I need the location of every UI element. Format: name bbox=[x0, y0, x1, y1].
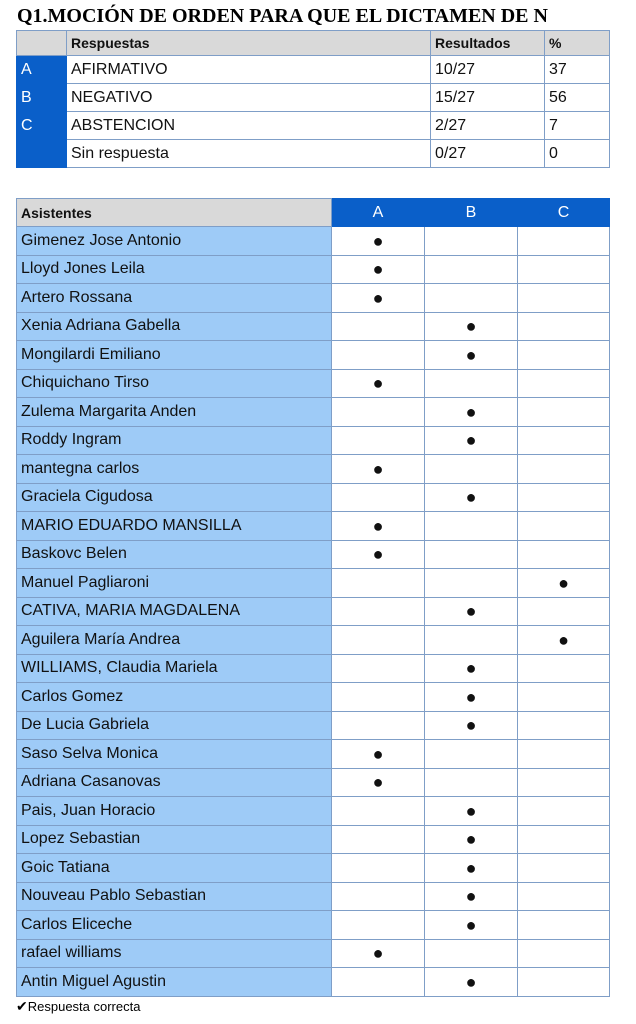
vote-cell-b bbox=[425, 711, 518, 740]
vote-cell-a bbox=[332, 825, 425, 854]
vote-mark: ● bbox=[465, 914, 477, 935]
vote-cell-b bbox=[425, 597, 518, 626]
attendance-header-option-b: B bbox=[425, 199, 518, 227]
attendee-name: Antin Miguel Agustin bbox=[17, 968, 332, 997]
vote-cell-b bbox=[425, 911, 518, 940]
vote-mark: ● bbox=[465, 686, 477, 707]
vote-mark: ● bbox=[465, 715, 477, 736]
summary-row bbox=[17, 56, 610, 84]
vote-cell-a bbox=[332, 483, 425, 512]
attendee-name: Artero Rossana bbox=[17, 284, 332, 313]
vote-cell-a bbox=[332, 426, 425, 455]
vote-cell-b bbox=[425, 683, 518, 712]
vote-cell-a bbox=[332, 626, 425, 655]
vote-cell-c bbox=[518, 312, 610, 341]
vote-mark: ● bbox=[465, 487, 477, 508]
vote-cell-c bbox=[518, 626, 610, 655]
vote-cell-c bbox=[518, 483, 610, 512]
attendee-row bbox=[17, 825, 610, 854]
vote-cell-b bbox=[425, 312, 518, 341]
attendance-header-row bbox=[17, 199, 610, 227]
vote-mark: ● bbox=[465, 658, 477, 679]
attendee-row bbox=[17, 740, 610, 769]
attendee-row bbox=[17, 426, 610, 455]
vote-mark: ● bbox=[372, 544, 384, 565]
vote-cell-a bbox=[332, 341, 425, 370]
attendance-header-option-c: C bbox=[518, 199, 610, 227]
vote-cell-c bbox=[518, 597, 610, 626]
attendee-row bbox=[17, 284, 610, 313]
attendee-name: Baskovc Belen bbox=[17, 540, 332, 569]
summary-header-row bbox=[17, 31, 610, 56]
vote-cell-c bbox=[518, 426, 610, 455]
summary-answer: ABSTENCION bbox=[67, 112, 431, 140]
attendee-name: Adriana Casanovas bbox=[17, 768, 332, 797]
attendee-name: Roddy Ingram bbox=[17, 426, 332, 455]
attendee-name: Lloyd Jones Leila bbox=[17, 255, 332, 284]
vote-cell-b bbox=[425, 512, 518, 541]
vote-cell-c bbox=[518, 854, 610, 883]
vote-cell-b bbox=[425, 939, 518, 968]
attendee-row bbox=[17, 398, 610, 427]
vote-cell-c bbox=[518, 512, 610, 541]
vote-cell-a bbox=[332, 255, 425, 284]
vote-cell-b bbox=[425, 540, 518, 569]
vote-cell-c bbox=[518, 740, 610, 769]
summary-corner-cell bbox=[17, 31, 67, 56]
vote-cell-a bbox=[332, 711, 425, 740]
vote-cell-c bbox=[518, 797, 610, 826]
vote-cell-b bbox=[425, 740, 518, 769]
summary-header-percent: % bbox=[545, 31, 610, 56]
attendee-name: Zulema Margarita Anden bbox=[17, 398, 332, 427]
attendance-header-name: Asistentes bbox=[17, 199, 332, 227]
vote-cell-b bbox=[425, 483, 518, 512]
vote-mark: ● bbox=[465, 971, 477, 992]
attendee-name: Goic Tatiana bbox=[17, 854, 332, 883]
attendee-row bbox=[17, 968, 610, 997]
summary-row bbox=[17, 84, 610, 112]
vote-mark: ● bbox=[372, 772, 384, 793]
vote-cell-b bbox=[425, 341, 518, 370]
attendee-name: Carlos Gomez bbox=[17, 683, 332, 712]
vote-mark: ● bbox=[465, 829, 477, 850]
attendee-row bbox=[17, 797, 610, 826]
attendee-row bbox=[17, 911, 610, 940]
vote-cell-c bbox=[518, 768, 610, 797]
attendee-name: mantegna carlos bbox=[17, 455, 332, 484]
vote-cell-b bbox=[425, 455, 518, 484]
vote-cell-c bbox=[518, 341, 610, 370]
vote-cell-b bbox=[425, 398, 518, 427]
summary-header-answers: Respuestas bbox=[67, 31, 431, 56]
vote-cell-c bbox=[518, 939, 610, 968]
vote-cell-b bbox=[425, 654, 518, 683]
summary-percent: 7 bbox=[545, 112, 610, 140]
vote-cell-b bbox=[425, 369, 518, 398]
attendee-name: WILLIAMS, Claudia Mariela bbox=[17, 654, 332, 683]
summary-letter bbox=[17, 140, 67, 168]
vote-mark: ● bbox=[465, 401, 477, 422]
vote-cell-b bbox=[425, 569, 518, 598]
vote-mark: ● bbox=[465, 316, 477, 337]
vote-cell-a bbox=[332, 968, 425, 997]
vote-cell-a bbox=[332, 882, 425, 911]
summary-letter: B bbox=[17, 84, 67, 112]
vote-cell-b bbox=[425, 797, 518, 826]
vote-cell-a bbox=[332, 540, 425, 569]
vote-cell-c bbox=[518, 683, 610, 712]
attendee-name: Nouveau Pablo Sebastian bbox=[17, 882, 332, 911]
summary-answer: AFIRMATIVO bbox=[67, 56, 431, 84]
attendee-name: Gimenez Jose Antonio bbox=[17, 227, 332, 256]
attendee-row bbox=[17, 312, 610, 341]
vote-cell-a bbox=[332, 284, 425, 313]
attendee-name: Carlos Eliceche bbox=[17, 911, 332, 940]
vote-cell-c bbox=[518, 255, 610, 284]
summary-header-results: Resultados bbox=[431, 31, 545, 56]
summary-letter: A bbox=[17, 56, 67, 84]
vote-cell-b bbox=[425, 854, 518, 883]
vote-mark: ● bbox=[372, 943, 384, 964]
vote-cell-a bbox=[332, 683, 425, 712]
vote-mark: ● bbox=[558, 572, 569, 593]
vote-cell-b bbox=[425, 768, 518, 797]
summary-row bbox=[17, 140, 610, 168]
vote-cell-a bbox=[332, 512, 425, 541]
attendee-name: Xenia Adriana Gabella bbox=[17, 312, 332, 341]
summary-result: 0/27 bbox=[431, 140, 545, 168]
vote-cell-a bbox=[332, 740, 425, 769]
page-title: Q1.MOCIÓN DE ORDEN PARA QUE EL DICTAMEN DE N bbox=[17, 5, 548, 27]
vote-cell-b bbox=[425, 426, 518, 455]
vote-mark: ● bbox=[372, 373, 384, 394]
vote-cell-a bbox=[332, 911, 425, 940]
vote-cell-c bbox=[518, 398, 610, 427]
vote-cell-c bbox=[518, 369, 610, 398]
attendance-table bbox=[16, 198, 610, 997]
attendee-row bbox=[17, 569, 610, 598]
vote-cell-c bbox=[518, 711, 610, 740]
summary-row bbox=[17, 112, 610, 140]
attendee-row bbox=[17, 654, 610, 683]
attendee-row bbox=[17, 227, 610, 256]
attendee-row bbox=[17, 341, 610, 370]
attendee-name: Saso Selva Monica bbox=[17, 740, 332, 769]
attendee-name: CATIVA, MARIA MAGDALENA bbox=[17, 597, 332, 626]
vote-mark: ● bbox=[372, 458, 384, 479]
vote-cell-c bbox=[518, 227, 610, 256]
vote-cell-a bbox=[332, 654, 425, 683]
vote-cell-b bbox=[425, 882, 518, 911]
attendee-name: Graciela Cigudosa bbox=[17, 483, 332, 512]
vote-cell-c bbox=[518, 654, 610, 683]
attendee-name: Lopez Sebastian bbox=[17, 825, 332, 854]
summary-percent: 0 bbox=[545, 140, 610, 168]
vote-mark: ● bbox=[372, 230, 384, 251]
attendee-name: Mongilardi Emiliano bbox=[17, 341, 332, 370]
legend-footer bbox=[16, 997, 140, 1016]
vote-cell-a bbox=[332, 569, 425, 598]
vote-mark: ● bbox=[465, 800, 477, 821]
vote-cell-b bbox=[425, 825, 518, 854]
summary-result: 2/27 bbox=[431, 112, 545, 140]
vote-cell-b bbox=[425, 626, 518, 655]
summary-percent: 56 bbox=[545, 84, 610, 112]
attendee-row bbox=[17, 483, 610, 512]
attendee-row bbox=[17, 854, 610, 883]
vote-cell-a bbox=[332, 455, 425, 484]
vote-cell-c bbox=[518, 455, 610, 484]
vote-cell-a bbox=[332, 312, 425, 341]
vote-mark: ● bbox=[465, 601, 477, 622]
attendee-row bbox=[17, 882, 610, 911]
attendee-name: Manuel Pagliaroni bbox=[17, 569, 332, 598]
vote-cell-c bbox=[518, 569, 610, 598]
vote-cell-c bbox=[518, 284, 610, 313]
attendee-name: De Lucia Gabriela bbox=[17, 711, 332, 740]
attendee-name: rafael williams bbox=[17, 939, 332, 968]
vote-cell-a bbox=[332, 768, 425, 797]
summary-answer: NEGATIVO bbox=[67, 84, 431, 112]
vote-mark: ● bbox=[465, 430, 477, 451]
vote-cell-b bbox=[425, 284, 518, 313]
vote-cell-a bbox=[332, 597, 425, 626]
vote-cell-c bbox=[518, 911, 610, 940]
vote-mark: ● bbox=[372, 743, 384, 764]
summary-answer: Sin respuesta bbox=[67, 140, 431, 168]
vote-cell-a bbox=[332, 939, 425, 968]
vote-mark: ● bbox=[372, 287, 384, 308]
attendee-row bbox=[17, 597, 610, 626]
vote-cell-c bbox=[518, 825, 610, 854]
attendee-row bbox=[17, 768, 610, 797]
attendee-row bbox=[17, 683, 610, 712]
vote-cell-b bbox=[425, 227, 518, 256]
attendee-row bbox=[17, 626, 610, 655]
vote-cell-a bbox=[332, 854, 425, 883]
vote-mark: ● bbox=[372, 259, 384, 280]
vote-cell-c bbox=[518, 968, 610, 997]
vote-cell-a bbox=[332, 227, 425, 256]
attendee-row bbox=[17, 369, 610, 398]
attendee-row bbox=[17, 255, 610, 284]
summary-letter: C bbox=[17, 112, 67, 140]
vote-cell-a bbox=[332, 797, 425, 826]
vote-cell-c bbox=[518, 882, 610, 911]
vote-cell-c bbox=[518, 540, 610, 569]
attendee-name: Chiquichano Tirso bbox=[17, 369, 332, 398]
vote-cell-b bbox=[425, 255, 518, 284]
attendee-name: Aguilera María Andrea bbox=[17, 626, 332, 655]
summary-percent: 37 bbox=[545, 56, 610, 84]
vote-mark: ● bbox=[465, 886, 477, 907]
vote-cell-b bbox=[425, 968, 518, 997]
attendee-row bbox=[17, 540, 610, 569]
vote-mark: ● bbox=[465, 857, 477, 878]
vote-mark: ● bbox=[372, 515, 384, 536]
vote-mark: ● bbox=[558, 629, 569, 650]
summary-result: 10/27 bbox=[431, 56, 545, 84]
attendee-row bbox=[17, 711, 610, 740]
attendance-header-option-a: A bbox=[332, 199, 425, 227]
summary-result: 15/27 bbox=[431, 84, 545, 112]
vote-mark: ● bbox=[465, 344, 477, 365]
vote-cell-a bbox=[332, 398, 425, 427]
attendee-row bbox=[17, 939, 610, 968]
attendee-row bbox=[17, 455, 610, 484]
attendee-name: Pais, Juan Horacio bbox=[17, 797, 332, 826]
results-summary-table bbox=[16, 30, 610, 168]
legend-text: Respuesta correcta bbox=[27, 999, 141, 1014]
vote-cell-a bbox=[332, 369, 425, 398]
attendee-name: MARIO EDUARDO MANSILLA bbox=[17, 512, 332, 541]
attendee-row bbox=[17, 512, 610, 541]
checkmark-icon: ✔ bbox=[16, 998, 28, 1014]
